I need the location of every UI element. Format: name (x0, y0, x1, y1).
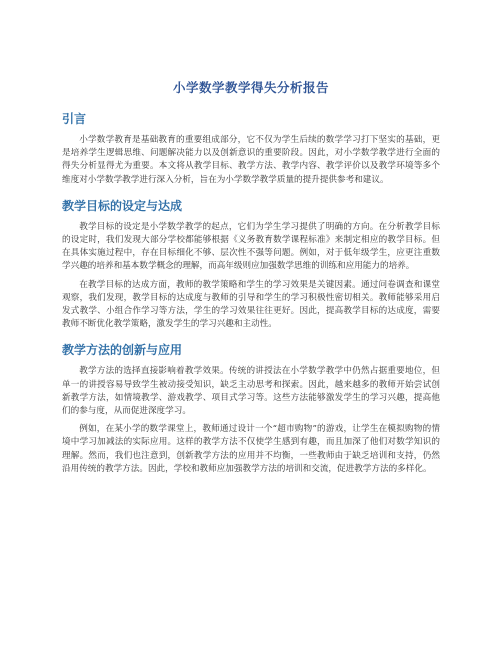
paragraph: 教学方法的选择直接影响着教学效果。传统的讲授法在小学数学教学中仍然占据重要地位，但单一的讲授容易导致学生被动接受知识，缺乏主动思考和探索。因此，越来越多的教师开始尝试创新教学方法，如情境教学、游戏教学、项目式学习等。这些方法能够激发学生的学习兴趣，提高他们的参与度，从而促进深度学习。 (62, 366, 440, 417)
paragraph: 在教学目标的达成方面，教师的教学策略和学生的学习效果是关键因素。通过问卷调查和课堂观察，我们发现，教学目标的达成度与教师的引导和学生的学习积极性密切相关。教师能够采用启发式教学、小组合作学习等方法，学生的学习效果往往更好。因此，提高教学目标的达成度，需要教师不断优化教学策略，激发学生的学习兴趣和主动性。 (62, 279, 440, 330)
section-introduction (62, 110, 440, 187)
section-heading: 教学目标的设定与达成 (62, 198, 183, 213)
section-teaching-goals (62, 197, 440, 332)
section-heading: 教学方法的创新与应用 (62, 343, 183, 358)
paragraph: 教学目标的设定是小学数学教学的起点，它们为学生学习提供了明确的方向。在分析教学目标的设定时，我们发现大部分学校都能够根据《义务教育数学课程标准》来制定相应的教学目标。但在具体实施过程中，存在目标细化不够、层次性不强等问题。例如，对于低年级学生，应更注重数学兴趣的培养和基本数学概念的理解，而高年级则应加强数学思维的训练和应用能力的培养。 (62, 221, 440, 272)
paragraph: 例如，在某小学的数学课堂上，教师通过设计一个“超市购物”的游戏，让学生在模拟购物的情境中学习加减法的实际应用。这样的教学方法不仅使学生感到有趣，而且加深了他们对数学知识的理解。然而，我们也注意到，创新教学方法的应用并不均衡，一些教师由于缺乏培训和支持，仍然沿用传统的教学方法。因此，学校和教师应加强教学方法的培训和交流，促进教学方法的多样化。 (62, 424, 440, 474)
section-heading: 引言 (62, 112, 87, 126)
document-title: 小学数学教学得失分析报告 (172, 80, 329, 95)
section-teaching-methods (62, 341, 440, 476)
paragraph: 小学数学教育是基础教育的重要组成部分，它不仅为学生后续的数学学习打下坚实的基础，更是培养学生逻辑思维、问题解决能力以及创新意识的重要阶段。因此，对小学数学教学进行全面的得失分析显得尤为重要。本文将从教学目标、教学方法、教学内容、教学评价以及教学环境等多个维度对小学数学教学进行深入分析，旨在为小学数学教学质量的提升提供参考和建议。 (62, 135, 440, 185)
